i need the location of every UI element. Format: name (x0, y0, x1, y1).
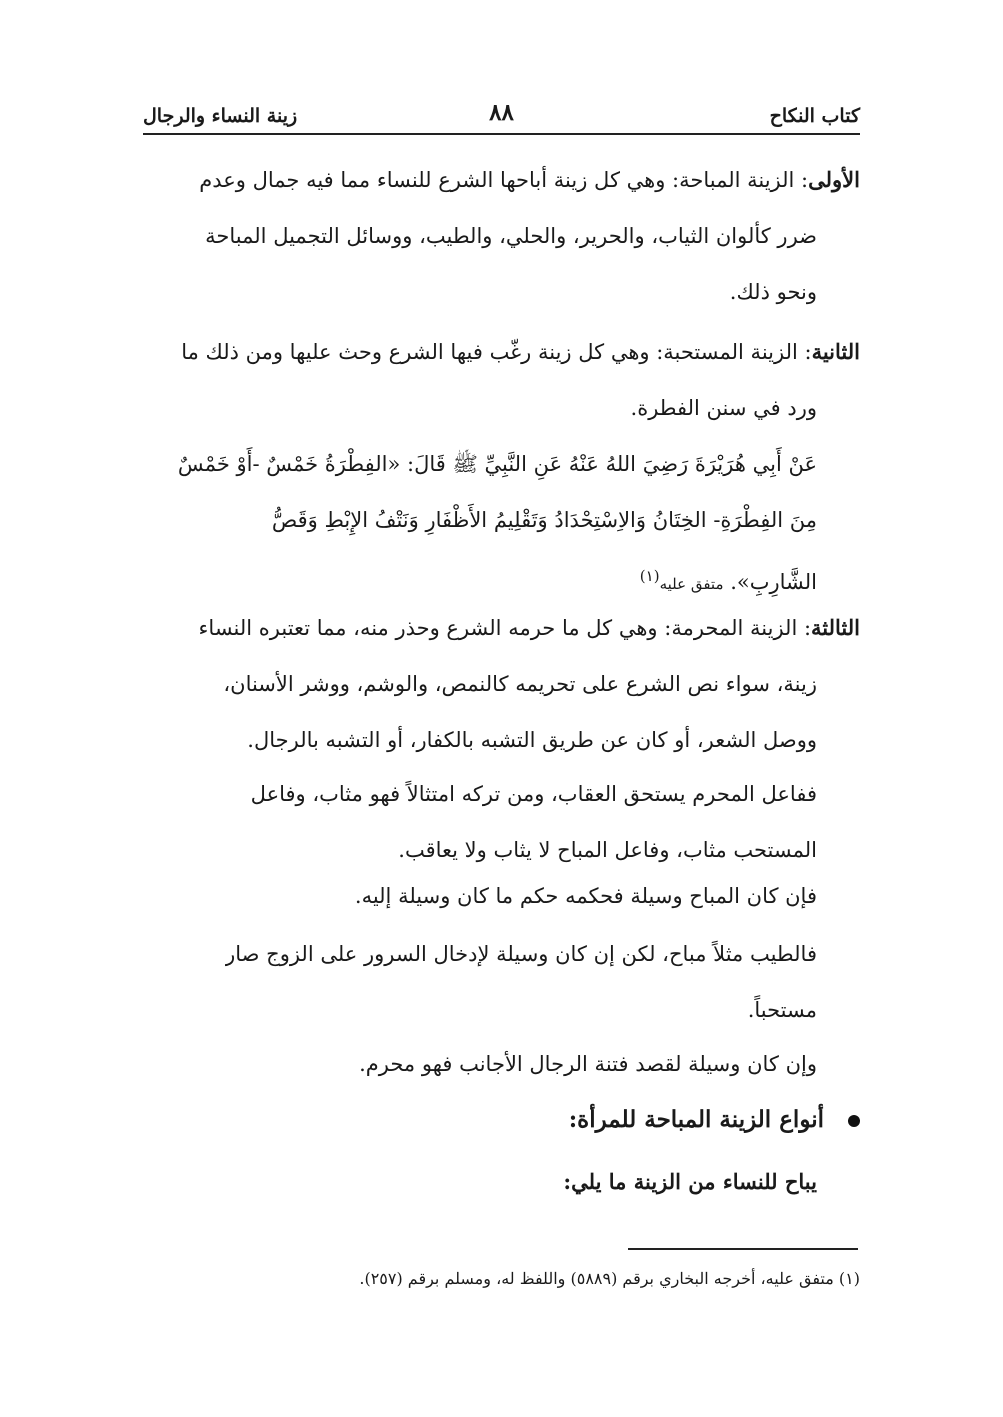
paragraph-line: ورد في سنن الفطرة. (630, 396, 817, 420)
header-book-title: كتاب النكاح (769, 105, 860, 127)
paragraph-means (355, 868, 817, 924)
paragraph-rewards (251, 766, 817, 878)
paragraph-line: المستحب مثاب، وفاعل المباح لا يثاب ولا يعاقب. (398, 838, 817, 862)
label-second: الثانية (811, 339, 860, 364)
paragraph-first-cont (205, 208, 817, 320)
header-page-number: ٨٨ (489, 99, 514, 126)
paragraph-line: ضرر كألوان الثياب، والحرير، والحلي، والطيب، ووسائل التجميل المباحة (205, 224, 817, 248)
footnote: (١) متفق عليه، أخرجه البخاري برقم (٥٨٨٩) واللفظ له، ومسلم برقم (٢٥٧). (359, 1269, 860, 1288)
paragraph-line: ففاعل المحرم يستحق العقاب، ومن تركه امتثالاً فهو مثاب، وفاعل (250, 782, 817, 806)
header-section-title: زينة النساء والرجال (143, 105, 298, 127)
bullet-icon (848, 1115, 860, 1127)
header-divider (143, 133, 860, 135)
bullet-heading (569, 1098, 860, 1142)
subheading-text: يباح للنساء من الزينة ما يلي: (563, 1169, 817, 1194)
paragraph-line: زينة، سواء نص الشرع على تحريمه كالنمص، والوشم، ووشر الأسنان، (223, 672, 817, 696)
paragraph-second (181, 324, 860, 380)
paragraph-line: وإن كان وسيلة لقصد فتنة الرجال الأجانب فهو محرم. (359, 1052, 817, 1076)
hadith-source-note: متفق عليه (659, 575, 724, 593)
paragraph-line: فالطيب مثلاً مباح، لكن إن كان وسيلة لإدخال السرور على الزوج صار (225, 942, 817, 966)
hadith-line: الشَّارِبِ». (730, 570, 817, 594)
paragraph-third-cont (223, 656, 817, 768)
label-third: الثالثة (811, 615, 860, 640)
footnote-ref[interactable]: (١) (639, 567, 660, 585)
paragraph-line: : الزينة المباحة: وهي كل زينة أباحها الشرع للنساء مما فيه جمال وعدم (199, 168, 809, 192)
paragraph-third (199, 600, 860, 656)
footnote-divider (628, 1248, 858, 1250)
paragraph-line: ونحو ذلك. (729, 280, 817, 304)
paragraph-first (199, 152, 860, 208)
paragraph-line: : الزينة المحرمة: وهي كل ما حرمه الشرع وحذر منه، مما تعتبره النساء (198, 616, 812, 640)
hadith-line: عَنْ أَبِي هُرَيْرَةَ رَضِيَ اللهُ عَنْهُ عَنِ النَّبِيِّ ﷺ قَالَ: «الفِطْرَةُ خَمْسٌ -أَوْ خَمْسٌ (177, 452, 817, 476)
hadith-line: مِنَ الفِطْرَةِ- الخِتَانُ وَالاِسْتِحْدَادُ وَتَقْلِيمُ الأَظْفَارِ وَنَتْفُ الإِبْطِ وَقَصُّ (271, 508, 817, 532)
paragraph-forbidden-means (359, 1036, 817, 1092)
paragraph-line: ووصل الشعر، أو كان عن طريق التشبه بالكفار، أو التشبه بالرجال. (247, 728, 817, 752)
paragraph-second-cont (631, 380, 817, 436)
paragraph-line: مستحباً. (747, 998, 817, 1022)
subheading (563, 1154, 817, 1210)
bullet-heading-text: أنواع الزينة المباحة للمرأة: (568, 1106, 824, 1133)
paragraph-line: فإن كان المباح وسيلة فحكمه حكم ما كان وسيلة إليه. (354, 884, 817, 908)
paragraph-perfume (225, 926, 817, 1038)
label-first: الأولى (808, 167, 860, 192)
hadith-block (178, 436, 817, 604)
paragraph-line: : الزينة المستحبة: وهي كل زينة رغّب فيها الشرع وحث عليها ومن ذلك ما (181, 340, 812, 364)
